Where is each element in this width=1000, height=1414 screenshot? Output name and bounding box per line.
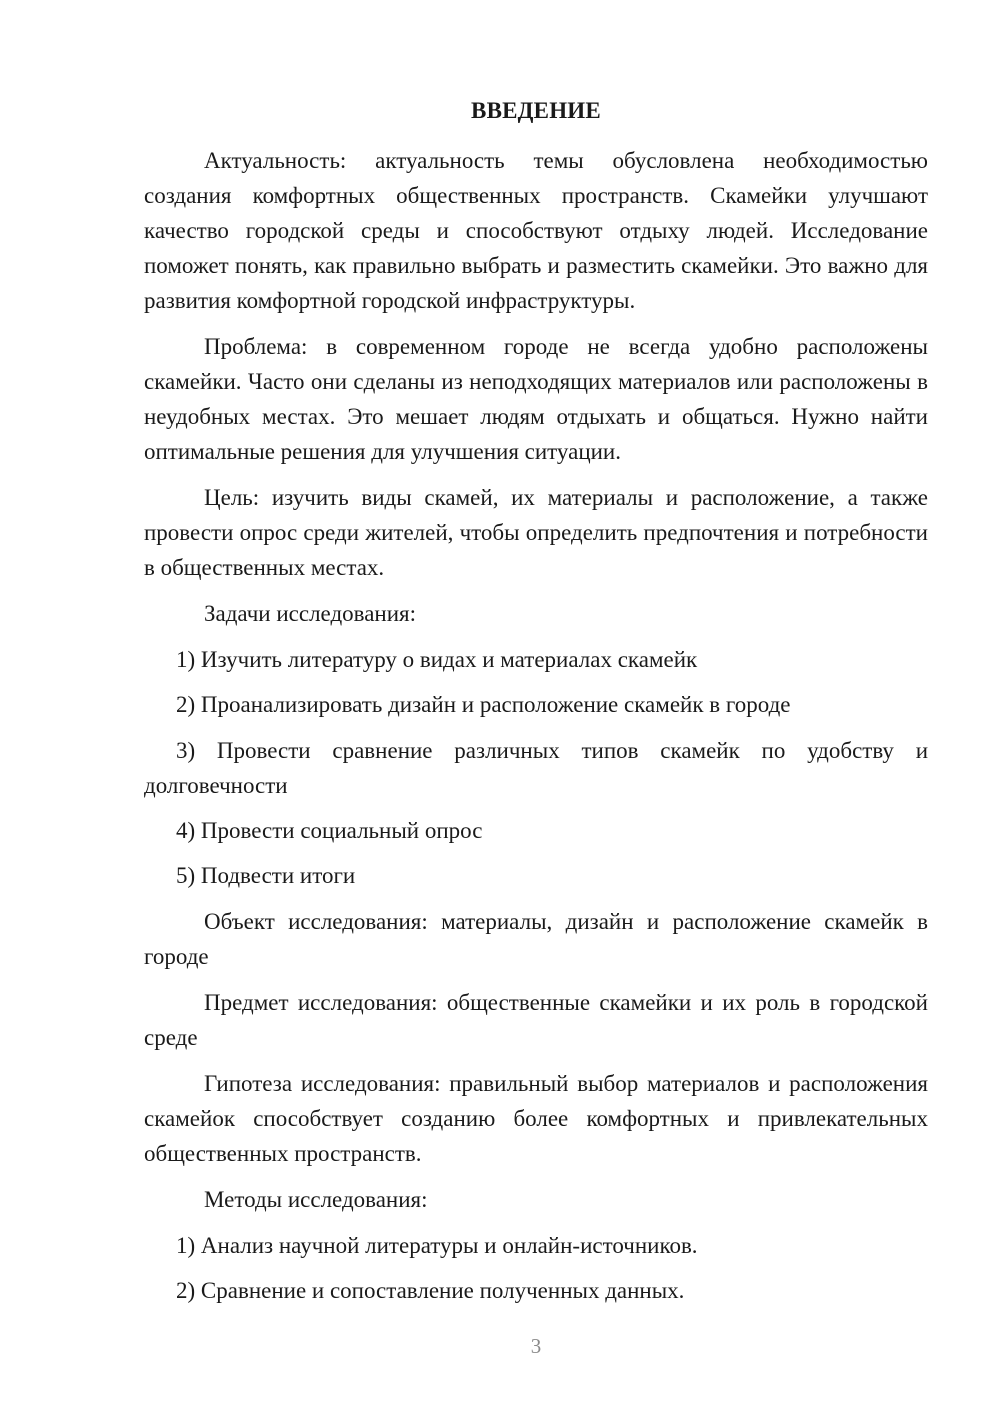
method-item-2: 2) Сравнение и сопоставление полученных данных. <box>176 1278 685 1303</box>
document-page <box>144 0 928 1414</box>
section-title: ВВЕДЕНИЕ <box>471 98 601 123</box>
problem-paragraph: Проблема: в современном городе не всегда удобно расположены скамейки. Часто они сделаны из неподходящих материалов или расположены в неудобных местах. Это мешает людям отдыхать и общаться. Нужно найти оптимальные решения для улучшения ситуации. <box>144 334 928 464</box>
task-item-4: 4) Провести социальный опрос <box>176 818 483 843</box>
hypothesis-paragraph: Гипотеза исследования: правильный выбор материалов и расположения скамейок способствует созданию более комфортных и привлекательных общественных пространств. <box>144 1071 928 1166</box>
relevance-paragraph: Актуальность: актуальность темы обусловлена необходимостью создания комфортных общественных пространств. Скамейки улучшают качество городской среды и способствуют отдыху людей. Исследование поможет понять, как правильно выбрать и разместить скамейки. Это важно для развития комфортной городской инфраструктуры. <box>144 148 928 313</box>
object-paragraph: Объект исследования: материалы, дизайн и расположение скамейк в городе <box>144 909 928 969</box>
methods-heading: Методы исследования: <box>204 1187 428 1212</box>
subject-paragraph: Предмет исследования: общественные скамейки и их роль в городской среде <box>144 990 928 1050</box>
task-item-2: 2) Проанализировать дизайн и расположение скамейк в городе <box>176 692 791 717</box>
task-item-1: 1) Изучить литературу о видах и материалах скамейк <box>176 647 698 672</box>
goal-paragraph: Цель: изучить виды скамей, их материалы и расположение, а также провести опрос среди жителей, чтобы определить предпочтения и потребности в общественных местах. <box>144 485 928 580</box>
method-item-1: 1) Анализ научной литературы и онлайн-источников. <box>176 1233 698 1258</box>
task-item-5: 5) Подвести итоги <box>176 863 356 888</box>
task-item-3: 3) Провести сравнение различных типов скамейк по удобству и долговечности <box>144 738 928 798</box>
page-number: 3 <box>530 1334 542 1358</box>
tasks-heading: Задачи исследования: <box>204 601 417 626</box>
